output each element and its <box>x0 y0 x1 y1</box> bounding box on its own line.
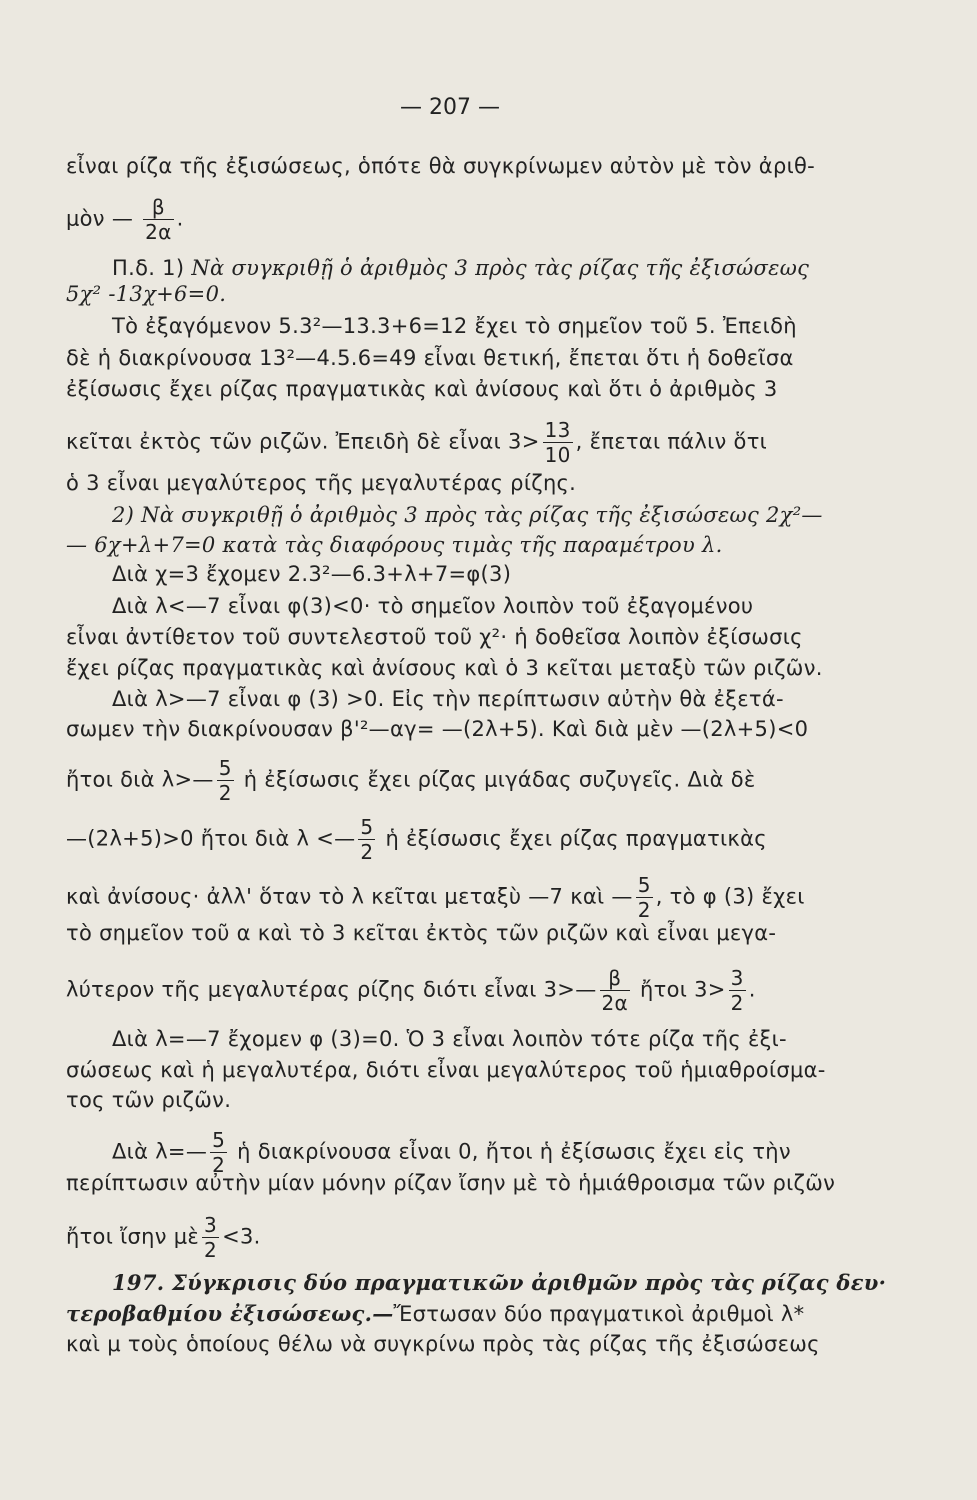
page-number: — 207 — <box>400 95 500 120</box>
fraction: $\frac{\beta}{2\alpha}$ <box>145 195 172 244</box>
example-heading: 2) Νὰ συγκριθῇ ὁ ἀριθμὸς 3 πρὸς τὰς ρίζας τῆς ἐξισώσεως 2χ²— <box>112 503 823 527</box>
text-line: κεῖται ἐκτὸς τῶν ριζῶν. Ἐπειδὴ δὲ εἶναι 3> $\frac{13}{10}$ , ἔπεται πάλιν ὅτι <box>66 418 768 467</box>
example-heading: Π.δ. 1) Νὰ συγκριθῇ ὁ ἀριθμὸς 3 πρὸς τὰς ρίζας τῆς ἐξισώσεως <box>112 256 810 280</box>
text-line: μὸν — $\frac{\beta}{2\alpha}$ . <box>66 195 184 244</box>
text-line: Διὰ λ>—7 εἶναι φ (3) >0. Εἰς τὴν περίπτωσιν αὐτὴν θὰ ἐξετά- <box>112 687 784 711</box>
text-line: ἤτοι διὰ λ>— $\frac{5}{2}$ ἡ ἐξίσωσις ἔχει ρίζας μιγάδας συζυγεῖς. Διὰ δὲ <box>66 756 756 805</box>
text-line: — 6χ+λ+7=0 κατὰ τὰς διαφόρους τιμὰς τῆς παραμέτρου λ. <box>66 533 723 557</box>
text-line: Διὰ λ=— $\frac{5}{2}$ ἡ διακρίνουσα εἶναι 0, ἤτοι ἡ ἐξίσωσις ἔχει εἰς τὴν <box>112 1128 791 1177</box>
text-line: εἶναι ἀντίθετον τοῦ συντελεστοῦ τοῦ χ²· ἡ δοθεῖσα λοιπὸν ἐξίσωσις <box>66 625 803 649</box>
text-line: τὸ σημεῖον τοῦ α καὶ τὸ 3 κεῖται ἐκτὸς τῶν ριζῶν καὶ εἶναι μεγα- <box>66 921 777 945</box>
text-line: Διὰ λ<—7 εἶναι φ(3)<0· τὸ σημεῖον λοιπὸν τοῦ ἐξαγομένου <box>112 594 754 618</box>
text-line: Τὸ ἐξαγόμενον 5.3²—13.3+6=12 ἔχει τὸ σημεῖον τοῦ 5. Ἐπειδὴ <box>112 314 797 338</box>
text-line: ὁ 3 εἶναι μεγαλύτερος τῆς μεγαλυτέρας ρίζης. <box>66 471 577 495</box>
text-line: σώσεως καὶ ἡ μεγαλυτέρα, διότι εἶναι μεγαλύτερος τοῦ ἡμιαθροίσμα- <box>66 1058 826 1082</box>
text-line: δὲ ἡ διακρίνουσα 13²—4.5.6=49 εἶναι θετική, ἔπεται ὅτι ἡ δοθεῖσα <box>66 346 794 370</box>
fraction: $\frac{\beta}{2\alpha}$ <box>601 966 629 1015</box>
text-line: τεροβαθμίου ἐξισώσεως.—Ἔστωσαν δύο πραγματικοὶ ἀριθμοὶ λ* <box>66 1301 805 1326</box>
equation: 5χ² -13χ+6=0. <box>66 282 227 306</box>
fraction: $\frac{3}{2}$ <box>204 1213 218 1262</box>
fraction: $\frac{5}{2}$ <box>637 873 651 922</box>
text-line: ἤτοι ἴσην μὲ $\frac{3}{2}$ <3. <box>66 1213 261 1262</box>
text-line: Διὰ λ=—7 ἔχομεν φ (3)=0. Ὁ 3 εἶναι λοιπὸν τότε ρίζα τῆς ἐξι- <box>112 1027 787 1051</box>
fraction: $\frac{3}{2}$ <box>730 966 744 1015</box>
text-line: καὶ ἀνίσους· ἀλλ' ὅταν τὸ λ κεῖται μεταξὺ —7 καὶ — $\frac{5}{2}$ , τὸ φ (3) ἔχει <box>66 873 805 922</box>
text-line: Διὰ χ=3 ἔχομεν 2.3²—6.3+λ+7=φ(3) <box>112 562 512 586</box>
text-line: ἐξίσωσις ἔχει ρίζας πραγματικὰς καὶ ἀνίσους καὶ ὅτι ὁ ἀριθμὸς 3 <box>66 377 778 401</box>
text-line: λύτερον τῆς μεγαλυτέρας ρίζης διότι εἶναι 3>— $\frac{\beta}{2\alpha}$ ἤτοι 3> $\frac{3}{2}$ . <box>66 966 756 1015</box>
text-line: —(2λ+5)>0 ἤτοι διὰ λ <— $\frac{5}{2}$ ἡ ἐξίσωσις ἔχει ρίζας πραγματικὰς <box>66 815 767 864</box>
fraction: $\frac{5}{2}$ <box>218 756 232 805</box>
fraction: $\frac{5}{2}$ <box>212 1128 226 1177</box>
text-line: περίπτωσιν αὐτὴν μίαν μόνην ρίζαν ἴσην μὲ τὸ ἡμιάθροισμα τῶν ριζῶν <box>66 1171 836 1195</box>
text-line: τος τῶν ριζῶν. <box>66 1088 232 1112</box>
fraction: $\frac{13}{10}$ <box>544 418 571 467</box>
text-line: ἔχει ρίζας πραγματικὰς καὶ ἀνίσους καὶ ὁ 3 κεῖται μεταξὺ τῶν ριζῶν. <box>66 656 823 680</box>
section-heading: 197. Σύγκρισις δύο πραγματικῶν ἀριθμῶν πρὸς τὰς ρίζας δευ· <box>112 1270 887 1295</box>
text-line: καὶ μ τοὺς ὁποίους θέλω νὰ συγκρίνω πρὸς τὰς ρίζας τῆς ἐξισώσεως <box>66 1332 820 1356</box>
text-line: εἶναι ρίζα τῆς ἐξισώσεως, ὁπότε θὰ συγκρίνωμεν αὐτὸν μὲ τὸν ἀριθ- <box>66 154 816 178</box>
fraction: $\frac{5}{2}$ <box>360 815 374 864</box>
text-line: σωμεν τὴν διακρίνουσαν β'²—αγ= —(2λ+5). Καὶ διὰ μὲν —(2λ+5)<0 <box>66 717 809 741</box>
